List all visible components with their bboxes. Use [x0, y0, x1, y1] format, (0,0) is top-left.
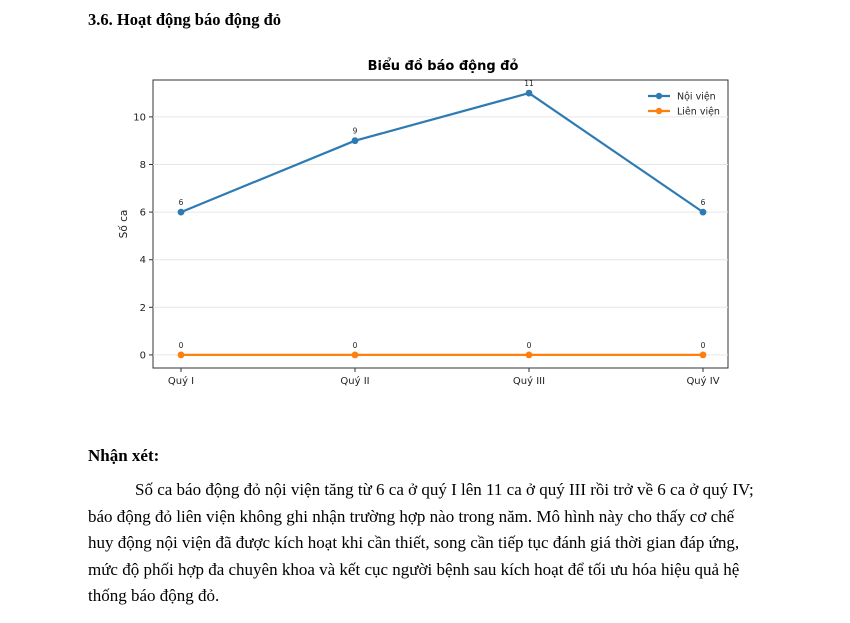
y-tick-label: 4: [139, 255, 146, 267]
data-point: [178, 209, 185, 216]
x-tick-label: Quý IV: [686, 376, 720, 387]
plot-area: [153, 80, 728, 368]
data-point: [526, 90, 533, 97]
legend: [648, 92, 720, 118]
legend-label: Nội viện: [677, 91, 716, 103]
axes: [133, 112, 719, 387]
legend-item-1: [648, 107, 720, 118]
y-tick-label: 6: [139, 207, 146, 219]
data-label: 0: [526, 340, 532, 350]
y-tick-label: 10: [133, 112, 146, 124]
data-point: [352, 137, 359, 144]
x-tick-label: Quý II: [340, 376, 370, 387]
data-point: [526, 352, 533, 359]
y-tick-label: 0: [139, 350, 146, 362]
y-tick-label: 8: [139, 159, 146, 171]
data-label: 11: [524, 79, 534, 89]
data-label: 9: [352, 126, 358, 136]
legend-marker: [656, 93, 662, 99]
data-point: [352, 352, 359, 359]
series: [178, 79, 707, 358]
series-1: [178, 341, 707, 358]
x-tick-label: Quý I: [167, 376, 195, 387]
data-point: [700, 209, 707, 216]
legend-label: Liên viện: [677, 106, 720, 118]
y-tick-label: 2: [139, 302, 146, 314]
data-label: 0: [700, 340, 706, 350]
data-label: 0: [178, 340, 184, 350]
data-label: 0: [352, 340, 358, 350]
grid-lines: [153, 117, 728, 355]
series-line: [178, 93, 703, 212]
series-0: [178, 79, 707, 215]
remarks-body: Số ca báo động đỏ nội viện tăng từ 6 ca ở quý I lên 11 ca ở quý III rồi trở về 6 ca ở quý IV; báo động đỏ liên viện không ghi nhận trường hợp nào trong năm. Mô hình này cho thấy cơ chế huy động nội viện đã được kích hoạt khi cần thiết, song cần tiếp tục đánh giá thời gian đáp ứng, mức độ phối hợp đa chuyên khoa và kết cục người bệnh sau kích hoạt để tối ưu hóa hiệu quả hệ thống báo động đỏ.: [88, 480, 754, 605]
data-label: 6: [178, 198, 184, 208]
legend-item-0: [648, 92, 716, 103]
data-point: [178, 352, 185, 359]
section-title: 3.6. Hoạt động báo động đỏ: [88, 10, 282, 29]
legend-marker: [656, 108, 662, 114]
remarks-heading: Nhận xét:: [88, 446, 160, 465]
x-tick-label: Quý III: [512, 376, 546, 387]
data-label: 6: [700, 198, 706, 208]
chart-title: Biểu đồ báo động đỏ: [367, 59, 519, 74]
data-point: [700, 352, 707, 359]
y-axis-label: Số ca: [118, 209, 130, 239]
